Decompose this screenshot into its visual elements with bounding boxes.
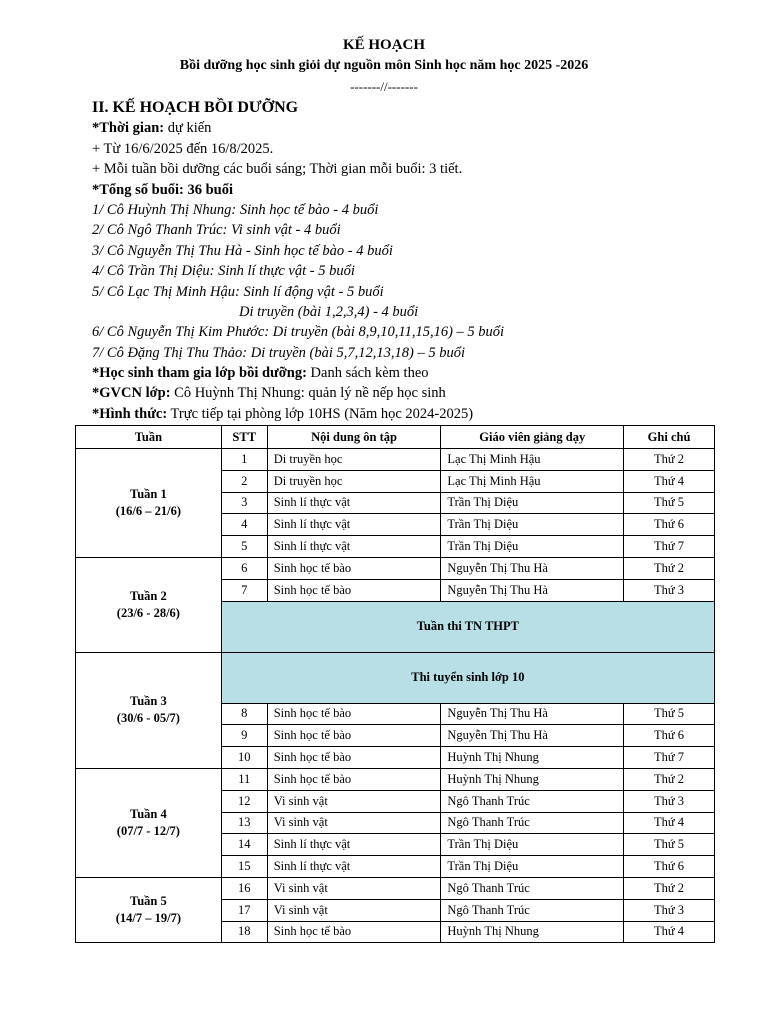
teacher-cell: Huỳnh Thị Nhung: [441, 768, 624, 790]
table-header-row: [76, 426, 715, 449]
table-row: [76, 768, 715, 790]
teacher-line: 3/ Cô Nguyễn Thị Thu Hà - Sinh học tế bào - 4 buổi: [92, 242, 393, 259]
week-cell: Tuần 2 (23/6 - 28/6): [76, 557, 222, 652]
note-cell: Thứ 2: [624, 557, 715, 579]
content-cell: Sinh học tế bào: [267, 557, 441, 579]
teacher-line: Di truyền (bài 1,2,3,4) - 4 buổi: [239, 303, 419, 320]
stt-cell: 11: [221, 768, 267, 790]
content-cell: Vi sinh vật: [267, 899, 441, 921]
document-subtitle: Bồi dưỡng học sinh giỏi dự nguồn môn Sinh học năm học 2025 -2026: [179, 58, 589, 73]
time-line: [92, 118, 504, 138]
note-cell: Thứ 5: [624, 703, 715, 725]
stt-cell: 10: [221, 747, 267, 769]
content-cell: Sinh học tế bào: [267, 703, 441, 725]
teacher-cell: Ngô Thanh Trúc: [441, 790, 624, 812]
teacher-cell: Trần Thị Diệu: [441, 536, 624, 558]
event-cell: Tuần thi TN THPT: [221, 601, 714, 652]
total-sessions: *Tổng số buổi: 36 buổi: [92, 181, 234, 198]
time-value: dự kiến: [164, 120, 212, 137]
stt-cell: 14: [221, 834, 267, 856]
stt-cell: 3: [221, 492, 267, 514]
teacher-line: 5/ Cô Lạc Thị Minh Hậu: Sinh lí động vật - 5 buổi: [92, 283, 384, 300]
stt-cell: 2: [221, 470, 267, 492]
content-cell: Sinh học tế bào: [267, 747, 441, 769]
week-cell: Tuần 3 (30/6 - 05/7): [76, 652, 222, 768]
content-cell: Sinh học tế bào: [267, 921, 441, 943]
stt-cell: 6: [221, 557, 267, 579]
content-cell: Sinh học tế bào: [267, 579, 441, 601]
format-line: [92, 404, 504, 424]
teacher-cell: Nguyễn Thị Thu Hà: [441, 703, 624, 725]
students-value: Danh sách kèm theo: [306, 365, 429, 382]
stt-cell: 16: [221, 877, 267, 899]
stt-cell: 18: [221, 921, 267, 943]
header-note: Ghi chú: [624, 426, 715, 449]
note-cell: Thứ 2: [624, 449, 715, 471]
content-cell: Sinh học tế bào: [267, 725, 441, 747]
gvcn-line: [92, 383, 504, 403]
teacher-line: 7/ Cô Đặng Thị Thu Thảo: Di truyền (bài 5,7,12,13,18) – 5 buổi: [92, 344, 465, 361]
header-stt: STT: [221, 426, 267, 449]
gvcn-label: *GVCN lớp:: [92, 385, 171, 402]
note-cell: Thứ 7: [624, 747, 715, 769]
teacher-cell: Ngô Thanh Trúc: [441, 877, 624, 899]
stt-cell: 4: [221, 514, 267, 536]
content-cell: Di truyền học: [267, 470, 441, 492]
table-row: [76, 877, 715, 899]
note-cell: Thứ 6: [624, 514, 715, 536]
format-value: Trực tiếp tại phòng lớp 10HS (Năm học 2024-2025): [167, 405, 474, 422]
header-content: Nội dung ôn tập: [267, 426, 441, 449]
plan-section: [92, 98, 504, 424]
stt-cell: 7: [221, 579, 267, 601]
teacher-cell: Ngô Thanh Trúc: [441, 812, 624, 834]
note-cell: Thứ 3: [624, 579, 715, 601]
teacher-cell: Nguyễn Thị Thu Hà: [441, 557, 624, 579]
table-row: [76, 557, 715, 579]
content-cell: Sinh lí thực vật: [267, 834, 441, 856]
teacher-cell: Trần Thị Diệu: [441, 834, 624, 856]
teacher-line: 6/ Cô Nguyễn Thị Kim Phước: Di truyền (bài 8,9,10,11,15,16) – 5 buổi: [92, 324, 505, 341]
event-row: [76, 652, 715, 703]
teacher-cell: Lạc Thị Minh Hậu: [441, 449, 624, 471]
teacher-cell: Nguyễn Thị Thu Hà: [441, 725, 624, 747]
teacher-cell: Trần Thị Diệu: [441, 856, 624, 878]
students-label: *Học sinh tham gia lớp bồi dưỡng:: [92, 365, 307, 382]
note-cell: Thứ 3: [624, 790, 715, 812]
header-week: Tuần: [76, 426, 222, 449]
document-title: KẾ HOẠCH: [342, 37, 426, 53]
note-cell: Thứ 3: [624, 899, 715, 921]
stt-cell: 17: [221, 899, 267, 921]
header-teacher: Giáo viên giảng dạy: [441, 426, 624, 449]
note-cell: Thứ 2: [624, 768, 715, 790]
schedule-table: [75, 425, 715, 943]
time-label: *Thời gian:: [92, 120, 165, 137]
note-cell: Thứ 6: [624, 725, 715, 747]
note-cell: Thứ 4: [624, 812, 715, 834]
teacher-cell: Trần Thị Diệu: [441, 492, 624, 514]
stt-cell: 13: [221, 812, 267, 834]
stt-cell: 5: [221, 536, 267, 558]
date-range: + Từ 16/6/2025 đến 16/8/2025.: [92, 140, 274, 157]
students-line: [92, 363, 504, 383]
section-heading: II. KẾ HOẠCH BỒI DƯỠNG: [92, 99, 299, 116]
teacher-cell: Lạc Thị Minh Hậu: [441, 470, 624, 492]
content-cell: Sinh lí thực vật: [267, 514, 441, 536]
stt-cell: 9: [221, 725, 267, 747]
teacher-line: 4/ Cô Trần Thị Diệu: Sinh lí thực vật - 5 buổi: [92, 263, 355, 280]
note-cell: Thứ 7: [624, 536, 715, 558]
content-cell: Sinh lí thực vật: [267, 492, 441, 514]
teacher-line: 1/ Cô Huỳnh Thị Nhung: Sinh học tế bào - 4 buổi: [92, 201, 379, 218]
teacher-cell: Nguyễn Thị Thu Hà: [441, 579, 624, 601]
content-cell: Di truyền học: [267, 449, 441, 471]
content-cell: Vi sinh vật: [267, 790, 441, 812]
note-cell: Thứ 4: [624, 470, 715, 492]
table-row: [76, 449, 715, 471]
schedule-note: + Mỗi tuần bồi dưỡng các buổi sáng; Thời gian mỗi buổi: 3 tiết.: [92, 161, 463, 178]
note-cell: Thứ 6: [624, 856, 715, 878]
week-cell: Tuần 1 (16/6 – 21/6): [76, 449, 222, 558]
note-cell: Thứ 2: [624, 877, 715, 899]
stt-cell: 12: [221, 790, 267, 812]
week-cell: Tuần 5 (14/7 – 19/7): [76, 877, 222, 942]
stt-cell: 1: [221, 449, 267, 471]
format-label: *Hình thức:: [92, 405, 168, 422]
note-cell: Thứ 4: [624, 921, 715, 943]
teacher-cell: Huỳnh Thị Nhung: [441, 747, 624, 769]
content-cell: Sinh lí thực vật: [267, 856, 441, 878]
event-cell: Thi tuyển sinh lớp 10: [221, 652, 714, 703]
teacher-cell: Ngô Thanh Trúc: [441, 899, 624, 921]
title-separator: -------//-------: [350, 79, 418, 94]
content-cell: Sinh học tế bào: [267, 768, 441, 790]
stt-cell: 15: [221, 856, 267, 878]
teacher-line: 2/ Cô Ngô Thanh Trúc: Vi sinh vật - 4 buổi: [92, 222, 341, 239]
content-cell: Vi sinh vật: [267, 877, 441, 899]
week-cell: Tuần 4 (07/7 - 12/7): [76, 768, 222, 877]
teacher-cell: Huỳnh Thị Nhung: [441, 921, 624, 943]
teacher-cell: Trần Thị Diệu: [441, 514, 624, 536]
content-cell: Vi sinh vật: [267, 812, 441, 834]
gvcn-value: Cô Huỳnh Thị Nhung: quản lý nề nếp học sinh: [170, 385, 446, 402]
content-cell: Sinh lí thực vật: [267, 536, 441, 558]
stt-cell: 8: [221, 703, 267, 725]
note-cell: Thứ 5: [624, 834, 715, 856]
note-cell: Thứ 5: [624, 492, 715, 514]
